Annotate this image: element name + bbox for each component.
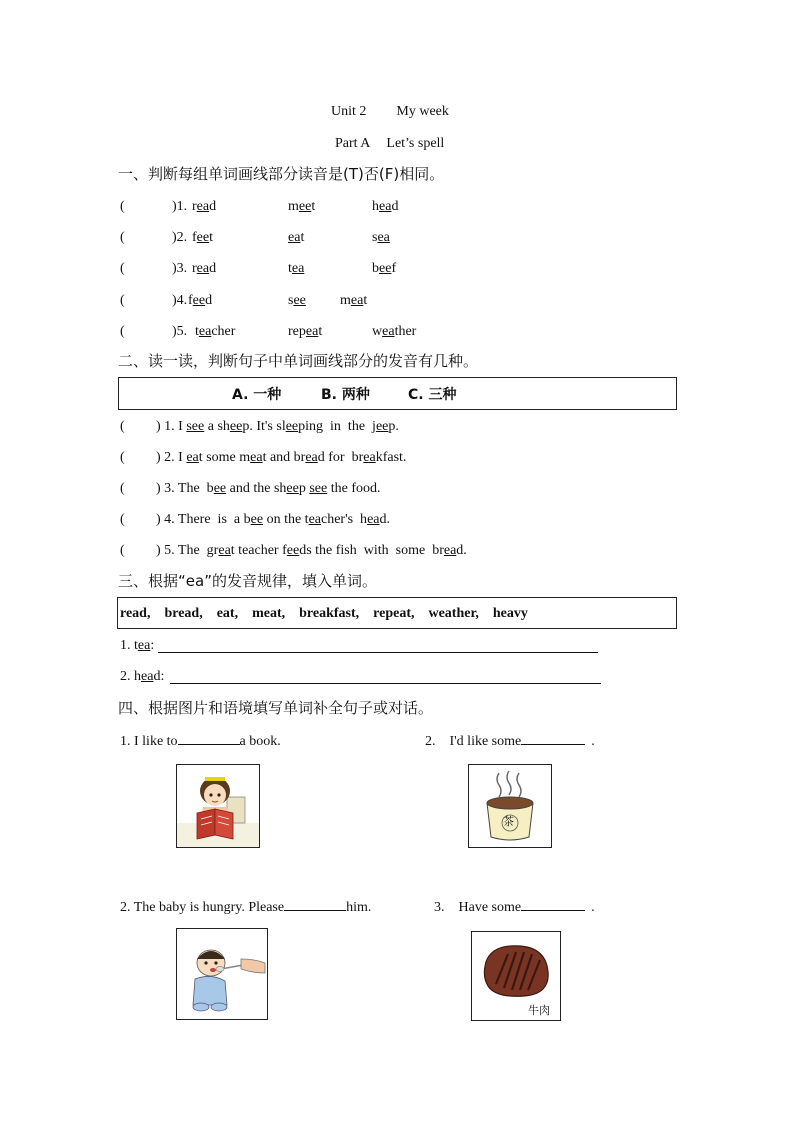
baby-feeding-picture <box>176 928 268 1020</box>
section3-title: 三、根据“ea”的发音规律，填入单词。 <box>118 572 377 590</box>
s1-word-3: sea <box>372 230 390 245</box>
question-4: 3. Have some . <box>434 897 595 917</box>
q4-blank[interactable] <box>521 897 585 911</box>
section4-title: 四、根据图片和语境填写单词补全句子或对话。 <box>118 699 434 717</box>
word-bank: read, bread, eat, meat, breakfast, repeat, weather, heavy <box>120 606 528 621</box>
option-b: B. 两种 <box>321 387 370 403</box>
q1-blank[interactable] <box>178 731 240 745</box>
s1-item-number: )1. <box>172 199 188 214</box>
s1-word-3: head <box>372 199 399 214</box>
beef-label: 牛肉 <box>528 1004 550 1017</box>
section1-title: 一、判断每组单词画线部分读音是(T)否(F)相同。 <box>118 165 445 183</box>
s2-sentence: ) 5. The great teacher feeds the fish with some bread. <box>156 543 467 558</box>
s1-answer-paren[interactable]: ( <box>120 230 125 245</box>
s1-word-1: feed <box>188 293 213 308</box>
s2-answer-paren[interactable]: ( <box>120 481 125 496</box>
s2-sentence: ) 4. There is a bee on the teacher's head. <box>156 512 390 527</box>
section2-title: 二、读一读，判断句子中单词画线部分的发音有几种。 <box>118 352 479 370</box>
s1-word-1: teacher <box>195 324 236 339</box>
question-1: 1. I like to a book. <box>120 731 281 751</box>
s1-word-2: tea <box>288 261 305 276</box>
s1-word-3: meat <box>340 293 368 308</box>
s1-item-number: )5. <box>172 324 188 339</box>
s1-answer-paren[interactable]: ( <box>120 199 125 214</box>
beef-picture <box>471 931 561 1021</box>
s2-sentence: ) 1. I see a sheep. It's sleeping in the jeep. <box>156 419 399 434</box>
word-bank-box <box>117 597 677 629</box>
line1-blank[interactable] <box>158 652 598 653</box>
options-box <box>118 377 677 410</box>
s2-sentence: ) 2. I eat some meat and bread for breakfast. <box>156 450 407 465</box>
s1-item-number: )4. <box>172 293 188 308</box>
option-c: C. 三种 <box>408 387 457 403</box>
s1-item-number: )3. <box>172 261 188 276</box>
s2-answer-paren[interactable]: ( <box>120 512 125 527</box>
reading-girl-picture <box>176 764 260 848</box>
s1-answer-paren[interactable]: ( <box>120 261 125 276</box>
part-heading: Part A Let’s spell <box>335 136 445 151</box>
question-3: 2. The baby is hungry. Please him. <box>120 897 371 917</box>
s1-answer-paren[interactable]: ( <box>120 293 125 308</box>
s1-word-2: repeat <box>288 324 323 339</box>
s1-word-1: read <box>192 199 217 214</box>
tea-picture <box>468 764 552 848</box>
s1-word-3: beef <box>372 261 397 276</box>
s1-word-3: weather <box>372 324 417 339</box>
s1-word-2: see <box>288 293 306 308</box>
s2-answer-paren[interactable]: ( <box>120 450 125 465</box>
option-a: A. 一种 <box>232 387 282 403</box>
line2-label: 2. head: <box>120 669 165 684</box>
line1-label: 1. tea: <box>120 638 155 653</box>
s1-item-number: )2. <box>172 230 188 245</box>
s1-word-2: eat <box>288 230 305 245</box>
q2-blank[interactable] <box>521 731 585 745</box>
s1-answer-paren[interactable]: ( <box>120 324 125 339</box>
s1-word-2: meet <box>288 199 316 214</box>
s2-sentence: ) 3. The bee and the sheep see the food. <box>156 481 381 496</box>
unit-heading: Unit 2 My week <box>331 104 449 119</box>
q3-blank[interactable] <box>284 897 346 911</box>
s1-word-1: read <box>192 261 217 276</box>
tea-label: 茶 <box>503 815 514 828</box>
line2-blank[interactable] <box>170 683 601 684</box>
s2-answer-paren[interactable]: ( <box>120 543 125 558</box>
question-2: 2. I'd like some . <box>425 731 595 751</box>
s2-answer-paren[interactable]: ( <box>120 419 125 434</box>
s1-word-1: feet <box>192 230 213 245</box>
